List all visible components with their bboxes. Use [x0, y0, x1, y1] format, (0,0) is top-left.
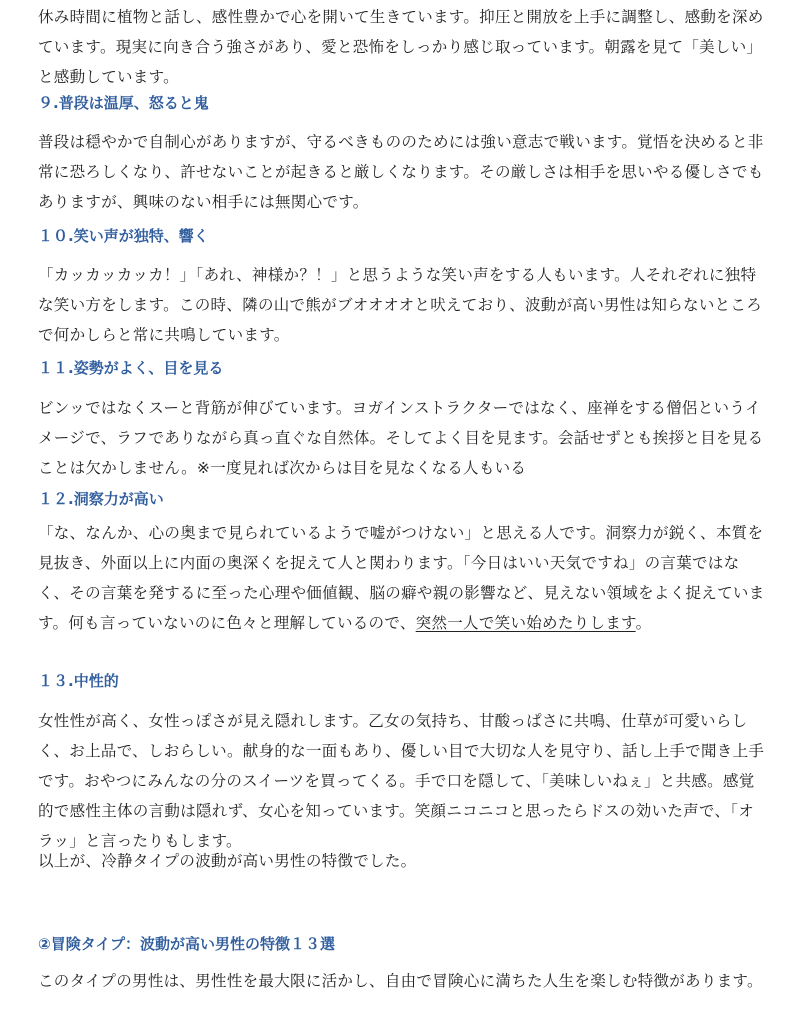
section-10-body: 「カッカッカッカ！」「あれ、神様か？！」と思うような笑い声をする人もいます。人それぞれに独特な笑い方をします。この時、隣の山で熊がブオオオオと吠えており、波動が高い男性は知らないところで何かしらと常に共鳴しています。: [38, 266, 763, 344]
section-13-body: 女性性が高く、女性っぽさが見え隠れします。乙女の気持ち、甘酸っぱさに共鳴、仕草が可愛いらしく、お上品で、しおらしい。献身的な一面もあり、優しい目で大切な人を見守り、話し上手で聞き上手です。おやつにみんなの分のスイーツを買ってくる。手で口を隠して、「美味しいねぇ」と共感。感覚的で感性主体の言動は隠れず、女心を知っています。笑顔ニコニコと思ったらドスの効いた声で、「オラッ」と言ったりもします。: [38, 712, 765, 850]
section-10-heading: １０.笑い声が独特、響く: [38, 227, 209, 245]
section-9-body: 普段は穏やかで自制心がありますが、守るべきもののためには強い意志で戦います。覚悟を決めると非常に恐ろしくなり、許せないことが起きると厳しくなります。その厳しさは相手を思いやる優しさでもありますが、興味のない相手には無関心です。: [38, 133, 764, 211]
section-12-underlined-text: 突然一人で笑い始めたりします: [415, 614, 636, 632]
adventure-type-body: このタイプの男性は、男性性を最大限に活かし、自由で冒険心に満ちた人生を楽しむ特徴があります。: [38, 972, 763, 990]
section-12-body-tail: 。: [635, 614, 652, 632]
section-11-body: ビンッではなくスーと背筋が伸びています。ヨガインストラクターではなく、座禅をする僧侶というイメージで、ラフでありながら真っ直ぐな自然体。そしてよく目を見ます。会話せずとも挨拶と目を見ることは欠かしません。※一度見れば次からは目を見なくなる人もいる: [38, 399, 764, 477]
summary-paragraph: 以上が、冷静タイプの波動が高い男性の特徴でした。: [38, 852, 417, 870]
intro-paragraph: 休み時間に植物と話し、感性豊かで心を開いて生きています。抑圧と開放を上手に調整し、感動を深めています。現実に向き合う強さがあり、愛と恐怖をしっかり感じ取っています。朝露を見て「美しい」と感動しています。: [38, 8, 764, 86]
section-11-heading: １１.姿勢がよく、目を見る: [38, 359, 224, 377]
section-12-body: 「な、なんか、心の奥まで見られているようで嘘がつけない」と思える人です。洞察力が鋭く、本質を見抜き、外面以上に内面の奥深くを捉えて人と関わります。「今日はいい天気ですね」の言葉ではなく、その言葉を発するに至った心理や価値観、脳の癖や親の影響など、見えない領域をよく捉えています。何も言っていないのに色々と理解しているので、: [38, 524, 765, 632]
section-13-heading: １３.中性的: [38, 672, 119, 690]
adventure-type-heading: ②冒険タイプ：波動が高い男性の特徴１３選: [38, 935, 335, 953]
section-12-heading: １２.洞察力が高い: [38, 490, 164, 508]
section-12-body-container: [38, 518, 768, 638]
section-9-heading: ９.普段は温厚、怒ると鬼: [38, 94, 209, 112]
